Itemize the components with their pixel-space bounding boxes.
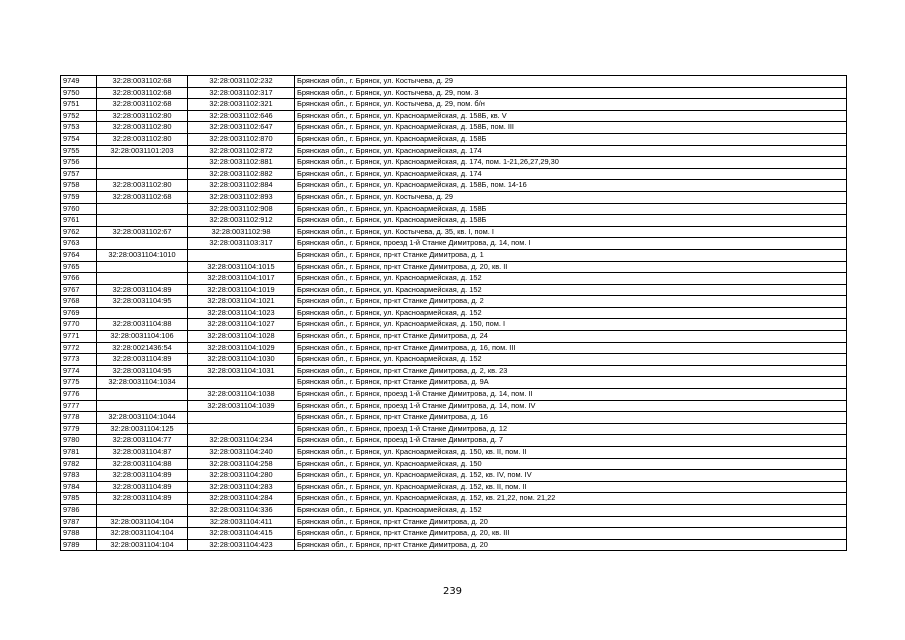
table-row [61,168,847,180]
table-row [61,215,847,227]
row-number-cell: 9789 [61,539,97,551]
address-cell: Брянская обл., г. Брянск, пр-кт Станке Димитрова, д. 2, кв. 23 [295,365,847,377]
parent-cadastral-number-cell: 32:28:0031102:67 [97,226,188,238]
table-row [61,447,847,459]
address-cell: Брянская обл., г. Брянск, ул. Красноармейская, д. 158Б [295,133,847,145]
row-number-cell: 9772 [61,342,97,354]
parent-cadastral-number-cell [97,215,188,227]
address-cell: Брянская обл., г. Брянск, ул. Красноармейская, д. 150, пом. I [295,319,847,331]
cadastral-number-cell: 32:28:0031104:415 [188,528,295,540]
parent-cadastral-number-cell: 32:28:0031101:203 [97,145,188,157]
row-number-cell: 9767 [61,284,97,296]
address-cell: Брянская обл., г. Брянск, ул. Костычева, д. 29 [295,76,847,88]
cadastral-number-cell: 32:28:0031104:1038 [188,389,295,401]
row-number-cell: 9779 [61,423,97,435]
address-cell: Брянская обл., г. Брянск, ул. Красноармейская, д. 158Б [295,215,847,227]
table-row [61,99,847,111]
cadastral-number-cell: 32:28:0031104:1021 [188,296,295,308]
address-cell: Брянская обл., г. Брянск, пр-кт Станке Димитрова, д. 20 [295,516,847,528]
row-number-cell: 9764 [61,249,97,261]
cadastral-number-cell: 32:28:0031102:321 [188,99,295,111]
row-number-cell: 9750 [61,87,97,99]
cadastral-number-cell: 32:28:0031104:1023 [188,307,295,319]
parent-cadastral-number-cell: 32:28:0031102:68 [97,87,188,99]
table-row [61,342,847,354]
address-cell: Брянская обл., г. Брянск, пр-кт Станке Димитрова, д. 1 [295,249,847,261]
parent-cadastral-number-cell: 32:28:0031104:89 [97,481,188,493]
table-row [61,296,847,308]
parent-cadastral-number-cell [97,238,188,250]
row-number-cell: 9756 [61,157,97,169]
row-number-cell: 9788 [61,528,97,540]
row-number-cell: 9769 [61,307,97,319]
table-row [61,493,847,505]
parent-cadastral-number-cell: 32:28:0031104:1034 [97,377,188,389]
row-number-cell: 9768 [61,296,97,308]
parent-cadastral-number-cell: 32:28:0031104:125 [97,423,188,435]
row-number-cell: 9759 [61,191,97,203]
cadastral-number-cell: 32:28:0031104:1039 [188,400,295,412]
address-cell: Брянская обл., г. Брянск, ул. Костычева, д. 35, кв. I, пом. I [295,226,847,238]
table-row [61,528,847,540]
row-number-cell: 9782 [61,458,97,470]
cadastral-table-body [61,76,847,551]
row-number-cell: 9762 [61,226,97,238]
table-row [61,377,847,389]
table-row [61,203,847,215]
address-cell: Брянская обл., г. Брянск, проезд 1-й Станке Димитрова, д. 14, пом. I [295,238,847,250]
parent-cadastral-number-cell: 32:28:0031102:68 [97,99,188,111]
parent-cadastral-number-cell: 32:28:0021436:54 [97,342,188,354]
row-number-cell: 9786 [61,504,97,516]
parent-cadastral-number-cell [97,504,188,516]
cadastral-number-cell: 32:28:0031102:882 [188,168,295,180]
table-row [61,481,847,493]
parent-cadastral-number-cell: 32:28:0031104:1044 [97,412,188,424]
cadastral-number-cell: 32:28:0031102:884 [188,180,295,192]
parent-cadastral-number-cell: 32:28:0031104:95 [97,296,188,308]
cadastral-number-cell: 32:28:0031104:1027 [188,319,295,331]
parent-cadastral-number-cell: 32:28:0031102:80 [97,122,188,134]
cadastral-number-cell: 32:28:0031104:1019 [188,284,295,296]
table-row [61,307,847,319]
table-row [61,354,847,366]
cadastral-table [60,75,847,551]
cadastral-number-cell: 32:28:0031104:283 [188,481,295,493]
parent-cadastral-number-cell: 32:28:0031104:104 [97,539,188,551]
parent-cadastral-number-cell: 32:28:0031104:89 [97,284,188,296]
cadastral-number-cell: 32:28:0031104:280 [188,470,295,482]
table-row [61,458,847,470]
row-number-cell: 9774 [61,365,97,377]
parent-cadastral-number-cell [97,389,188,401]
cadastral-number-cell: 32:28:0031104:1015 [188,261,295,273]
parent-cadastral-number-cell: 32:28:0031104:88 [97,458,188,470]
row-number-cell: 9776 [61,389,97,401]
parent-cadastral-number-cell: 32:28:0031102:80 [97,110,188,122]
row-number-cell: 9784 [61,481,97,493]
row-number-cell: 9752 [61,110,97,122]
row-number-cell: 9761 [61,215,97,227]
table-row [61,400,847,412]
address-cell: Брянская обл., г. Брянск, ул. Красноармейская, д. 158Б, пом. 14-16 [295,180,847,192]
table-row [61,539,847,551]
table-row [61,423,847,435]
row-number-cell: 9787 [61,516,97,528]
address-cell: Брянская обл., г. Брянск, ул. Красноармейская, д. 174 [295,168,847,180]
address-cell: Брянская обл., г. Брянск, пр-кт Станке Димитрова, д. 16, пом. III [295,342,847,354]
cadastral-number-cell: 32:28:0031104:411 [188,516,295,528]
cadastral-number-cell: 32:28:0031102:893 [188,191,295,203]
address-cell: Брянская обл., г. Брянск, ул. Красноармейская, д. 174 [295,145,847,157]
address-cell: Брянская обл., г. Брянск, ул. Красноармейская, д. 152, кв. 21,22, пом. 21,22 [295,493,847,505]
address-cell: Брянская обл., г. Брянск, ул. Костычева, д. 29 [295,191,847,203]
cadastral-number-cell: 32:28:0031104:1029 [188,342,295,354]
row-number-cell: 9778 [61,412,97,424]
table-row [61,365,847,377]
parent-cadastral-number-cell: 32:28:0031102:80 [97,133,188,145]
row-number-cell: 9766 [61,273,97,285]
parent-cadastral-number-cell: 32:28:0031104:106 [97,331,188,343]
address-cell: Брянская обл., г. Брянск, ул. Красноармейская, д. 150 [295,458,847,470]
table-row [61,504,847,516]
address-cell: Брянская обл., г. Брянск, ул. Красноармейская, д. 152 [295,354,847,366]
address-cell: Брянская обл., г. Брянск, проезд 1-й Станке Димитрова, д. 14, пом. II [295,389,847,401]
row-number-cell: 9771 [61,331,97,343]
row-number-cell: 9753 [61,122,97,134]
row-number-cell: 9757 [61,168,97,180]
row-number-cell: 9785 [61,493,97,505]
table-row [61,412,847,424]
table-row [61,284,847,296]
cadastral-number-cell: 32:28:0031104:423 [188,539,295,551]
parent-cadastral-number-cell [97,400,188,412]
parent-cadastral-number-cell: 32:28:0031104:89 [97,493,188,505]
address-cell: Брянская обл., г. Брянск, ул. Красноармейская, д. 150, кв. II, пом. II [295,447,847,459]
cadastral-number-cell: 32:28:0031104:336 [188,504,295,516]
cadastral-number-cell: 32:28:0031102:912 [188,215,295,227]
address-cell: Брянская обл., г. Брянск, ул. Красноармейская, д. 152 [295,273,847,285]
table-row [61,516,847,528]
cadastral-number-cell: 32:28:0031104:1030 [188,354,295,366]
table-row [61,180,847,192]
table-row [61,389,847,401]
address-cell: Брянская обл., г. Брянск, пр-кт Станке Димитрова, д. 20 [295,539,847,551]
table-row [61,249,847,261]
cadastral-number-cell: 32:28:0031104:1028 [188,331,295,343]
row-number-cell: 9783 [61,470,97,482]
cadastral-number-cell: 32:28:0031104:240 [188,447,295,459]
row-number-cell: 9754 [61,133,97,145]
address-cell: Брянская обл., г. Брянск, пр-кт Станке Димитрова, д. 20, кв. III [295,528,847,540]
table-row [61,435,847,447]
parent-cadastral-number-cell: 32:28:0031104:95 [97,365,188,377]
address-cell: Брянская обл., г. Брянск, проезд 1-й Станке Димитрова, д. 7 [295,435,847,447]
table-row [61,122,847,134]
address-cell: Брянская обл., г. Брянск, ул. Красноармейская, д. 152, кв. II, пом. II [295,481,847,493]
address-cell: Брянская обл., г. Брянск, ул. Красноармейская, д. 158Б, пом. III [295,122,847,134]
address-cell: Брянская обл., г. Брянск, проезд 1-й Станке Димитрова, д. 14, пом. IV [295,400,847,412]
row-number-cell: 9775 [61,377,97,389]
address-cell: Брянская обл., г. Брянск, пр-кт Станке Димитрова, д. 2 [295,296,847,308]
cadastral-number-cell [188,412,295,424]
parent-cadastral-number-cell: 32:28:0031104:89 [97,354,188,366]
parent-cadastral-number-cell: 32:28:0031104:89 [97,470,188,482]
table-row [61,87,847,99]
cadastral-number-cell [188,423,295,435]
parent-cadastral-number-cell: 32:28:0031102:80 [97,180,188,192]
address-cell: Брянская обл., г. Брянск, пр-кт Станке Димитрова, д. 16 [295,412,847,424]
address-cell: Брянская обл., г. Брянск, ул. Костычева, д. 29, пом. 3 [295,87,847,99]
address-cell: Брянская обл., г. Брянск, ул. Красноармейская, д. 152 [295,307,847,319]
table-row [61,133,847,145]
parent-cadastral-number-cell: 32:28:0031102:68 [97,76,188,88]
cadastral-number-cell [188,249,295,261]
parent-cadastral-number-cell [97,273,188,285]
table-row [61,191,847,203]
row-number-cell: 9770 [61,319,97,331]
parent-cadastral-number-cell: 32:28:0031104:104 [97,516,188,528]
cadastral-number-cell: 32:28:0031104:1017 [188,273,295,285]
table-row [61,261,847,273]
row-number-cell: 9773 [61,354,97,366]
table-row [61,157,847,169]
table-row [61,331,847,343]
row-number-cell: 9765 [61,261,97,273]
row-number-cell: 9751 [61,99,97,111]
address-cell: Брянская обл., г. Брянск, пр-кт Станке Димитрова, д. 20, кв. II [295,261,847,273]
parent-cadastral-number-cell [97,307,188,319]
table-row [61,470,847,482]
address-cell: Брянская обл., г. Брянск, пр-кт Станке Димитрова, д. 9А [295,377,847,389]
cadastral-number-cell: 32:28:0031102:908 [188,203,295,215]
table-row [61,319,847,331]
cadastral-number-cell: 32:28:0031102:870 [188,133,295,145]
cadastral-number-cell: 32:28:0031102:872 [188,145,295,157]
address-cell: Брянская обл., г. Брянск, ул. Красноармейская, д. 152 [295,504,847,516]
parent-cadastral-number-cell: 32:28:0031104:88 [97,319,188,331]
address-cell: Брянская обл., г. Брянск, ул. Красноармейская, д. 174, пом. 1-21,26,27,29,30 [295,157,847,169]
address-cell: Брянская обл., г. Брянск, ул. Костычева, д. 29, пом. б/н [295,99,847,111]
parent-cadastral-number-cell: 32:28:0031104:77 [97,435,188,447]
address-cell: Брянская обл., г. Брянск, ул. Красноармейская, д. 158Б [295,203,847,215]
cadastral-number-cell: 32:28:0031102:646 [188,110,295,122]
address-cell: Брянская обл., г. Брянск, пр-кт Станке Димитрова, д. 24 [295,331,847,343]
cadastral-number-cell: 32:28:0031103:317 [188,238,295,250]
row-number-cell: 9760 [61,203,97,215]
table-row [61,110,847,122]
table-row [61,76,847,88]
row-number-cell: 9777 [61,400,97,412]
address-cell: Брянская обл., г. Брянск, проезд 1-й Станке Димитрова, д. 12 [295,423,847,435]
row-number-cell: 9749 [61,76,97,88]
parent-cadastral-number-cell: 32:28:0031104:104 [97,528,188,540]
cadastral-number-cell: 32:28:0031104:234 [188,435,295,447]
row-number-cell: 9781 [61,447,97,459]
cadastral-number-cell: 32:28:0031102:881 [188,157,295,169]
address-cell: Брянская обл., г. Брянск, ул. Красноармейская, д. 152, кв. IV, пом. IV [295,470,847,482]
cadastral-number-cell: 32:28:0031102:317 [188,87,295,99]
cadastral-number-cell: 32:28:0031102:232 [188,76,295,88]
parent-cadastral-number-cell [97,157,188,169]
parent-cadastral-number-cell [97,168,188,180]
cadastral-number-cell: 32:28:0031102:647 [188,122,295,134]
parent-cadastral-number-cell [97,261,188,273]
row-number-cell: 9763 [61,238,97,250]
table-row [61,273,847,285]
parent-cadastral-number-cell: 32:28:0031104:87 [97,447,188,459]
parent-cadastral-number-cell: 32:28:0031102:68 [97,191,188,203]
cadastral-number-cell: 32:28:0031104:284 [188,493,295,505]
table-row [61,145,847,157]
parent-cadastral-number-cell [97,203,188,215]
page-number: 239 [442,586,463,597]
address-cell: Брянская обл., г. Брянск, ул. Красноармейская, д. 158Б, кв. V [295,110,847,122]
row-number-cell: 9758 [61,180,97,192]
cadastral-number-cell [188,377,295,389]
table-row [61,238,847,250]
row-number-cell: 9755 [61,145,97,157]
parent-cadastral-number-cell: 32:28:0031104:1010 [97,249,188,261]
table-row [61,226,847,238]
address-cell: Брянская обл., г. Брянск, ул. Красноармейская, д. 152 [295,284,847,296]
cadastral-number-cell: 32:28:0031104:258 [188,458,295,470]
row-number-cell: 9780 [61,435,97,447]
cadastral-number-cell: 32:28:0031104:1031 [188,365,295,377]
cadastral-number-cell: 32:28:0031102:98 [188,226,295,238]
